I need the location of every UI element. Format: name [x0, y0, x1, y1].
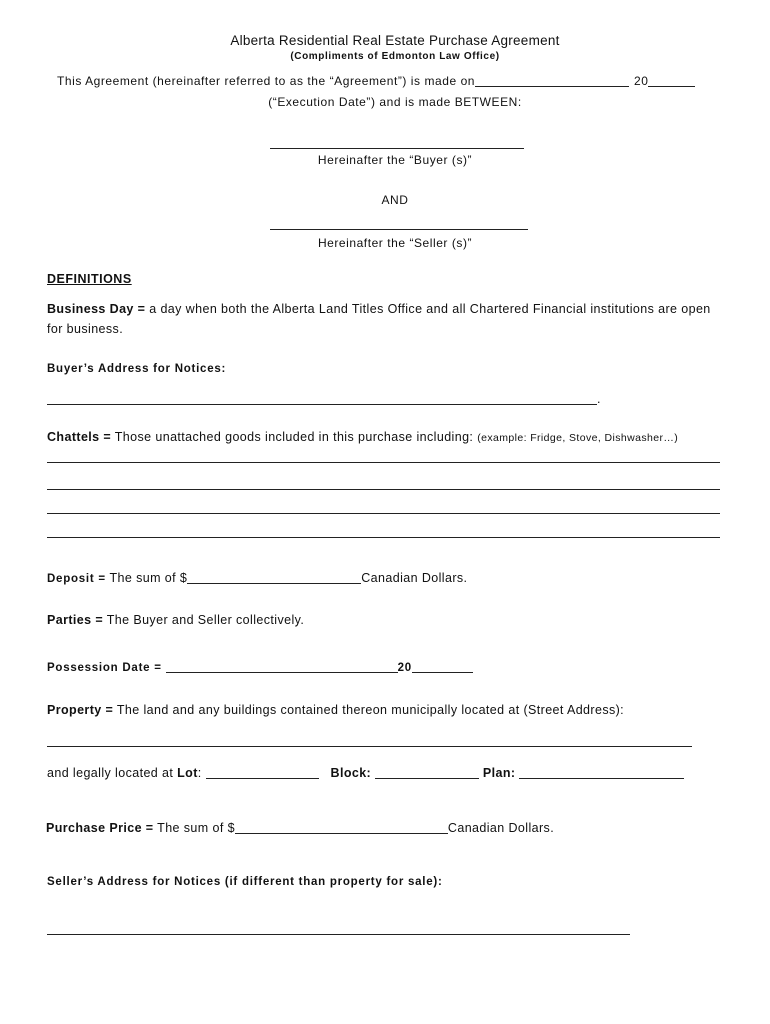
- buyer-address-field: [47, 392, 597, 405]
- possession-year-field: [412, 660, 473, 673]
- lot-colon: :: [197, 766, 202, 780]
- chattels-example: (example: Fridge, Stove, Dishwasher…): [477, 432, 679, 444]
- execution-date-clause: (“Execution Date”) and is made BETWEEN:: [268, 95, 522, 109]
- business-day-text-continued: for business.: [47, 322, 124, 336]
- definition-property: [47, 702, 624, 718]
- parties-term: Parties =: [47, 613, 104, 627]
- property-street-address-field: [47, 732, 692, 747]
- business-day-term: Business Day =: [47, 302, 146, 316]
- agreement-intro-line: [57, 73, 695, 89]
- definition-purchase-price: [46, 820, 554, 836]
- seller-caption: Hereinafter the “Seller (s)”: [317, 236, 473, 250]
- deposit-text-before: The sum of $: [109, 571, 188, 585]
- execution-year-field: [648, 74, 695, 87]
- business-day-text: a day when both the Alberta Land Titles Office and all Chartered Financial institutions are open: [149, 302, 711, 316]
- possession-year-prefix: 20: [397, 662, 412, 674]
- deposit-amount-field: [187, 571, 361, 584]
- definition-deposit: [47, 570, 467, 587]
- possession-date-field: [166, 660, 398, 673]
- seller-address-label: Seller’s Address for Notices (if different than property for sale):: [47, 876, 443, 888]
- purchase-price-term: Purchase Price =: [46, 821, 154, 835]
- chattels-term: Chattels =: [47, 430, 112, 444]
- lot-label: Lot: [177, 766, 198, 780]
- deposit-text-after: Canadian Dollars.: [361, 571, 468, 585]
- purchase-price-text-after: Canadian Dollars.: [447, 821, 555, 835]
- chattels-line-field: [47, 499, 720, 514]
- execution-date-field: [475, 74, 629, 87]
- block-field: [375, 766, 479, 779]
- property-term: Property =: [47, 703, 114, 717]
- legal-location-text: and legally located at: [47, 766, 174, 780]
- execution-year-prefix: 20: [634, 74, 649, 88]
- plan-label: Plan:: [482, 766, 516, 780]
- document-title: Alberta Residential Real Estate Purchase Agreement: [230, 33, 560, 48]
- chattels-line-field: [47, 523, 720, 538]
- buyer-address-label: Buyer’s Address for Notices:: [47, 363, 227, 375]
- chattels-text: Those unattached goods included in this purchase including:: [114, 430, 474, 444]
- buyer-address-end-mark: .: [597, 392, 601, 406]
- seller-address-field: [47, 920, 630, 935]
- definition-possession-date: [47, 659, 473, 676]
- purchase-price-text-before: The sum of $: [157, 821, 235, 835]
- block-label: Block:: [330, 766, 372, 780]
- definition-chattels: [47, 429, 678, 446]
- parties-text: The Buyer and Seller collectively.: [106, 613, 305, 627]
- buyer-address-row: [47, 391, 601, 407]
- and-label: AND: [381, 193, 409, 207]
- definition-business-day: [47, 301, 711, 317]
- plan-field: [519, 766, 684, 779]
- possession-date-term: Possession Date =: [47, 662, 162, 674]
- buyer-caption: Hereinafter the “Buyer (s)”: [317, 153, 473, 167]
- property-legal-description: [47, 765, 684, 781]
- document-subtitle: (Compliments of Edmonton Law Office): [290, 51, 500, 62]
- definitions-heading: DEFINITIONS: [47, 272, 132, 286]
- seller-name-field: [270, 215, 528, 230]
- purchase-price-amount-field: [235, 821, 448, 834]
- agreement-intro-text: This Agreement (hereinafter referred to as the “Agreement”) is made on: [57, 74, 476, 88]
- chattels-line-field: [47, 448, 720, 463]
- property-text: The land and any buildings contained thereon municipally located at (Street Address):: [116, 703, 625, 717]
- definition-parties: [47, 612, 304, 628]
- deposit-term: Deposit =: [47, 573, 106, 585]
- lot-field: [206, 766, 319, 779]
- chattels-line-field: [47, 475, 720, 490]
- buyer-name-field: [270, 134, 524, 149]
